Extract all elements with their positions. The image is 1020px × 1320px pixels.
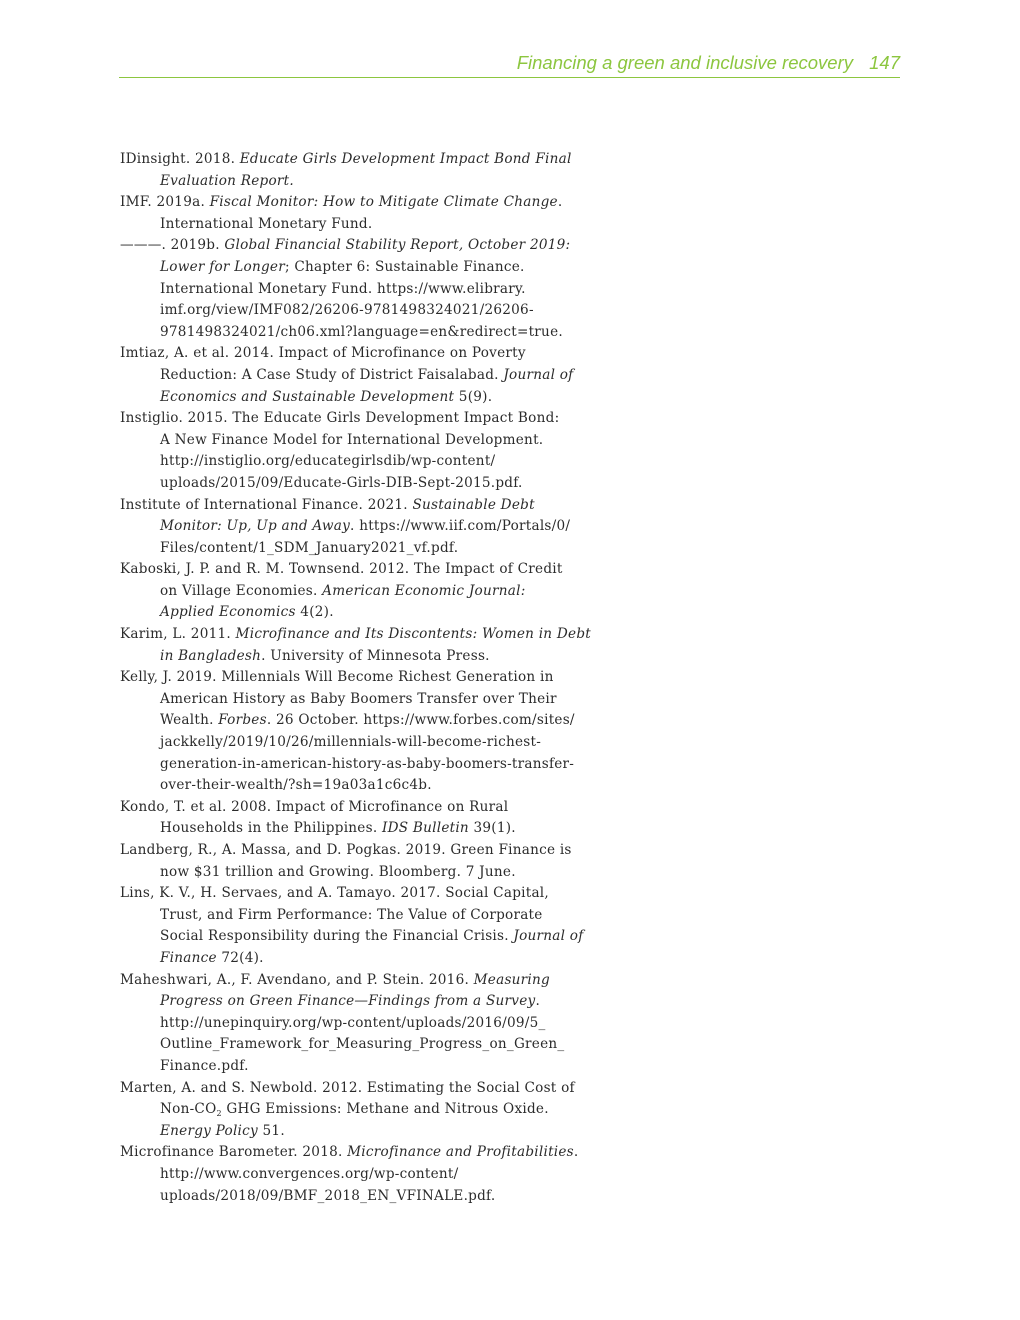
reference-text: Kelly, J. 2019. Millennials Will Become Richest Generation in (120, 669, 554, 686)
reference-entry (120, 797, 590, 840)
reference-text: 5(9). (454, 388, 493, 405)
reference-italic-text: Journal of (503, 366, 574, 383)
reference-entry (120, 1078, 590, 1143)
reference-text: IDinsight. 2018. (120, 151, 240, 167)
reference-italic-text: Educate Girls Development Impact Bond Final (239, 151, 572, 167)
running-title: Financing a green and inclusive recovery (516, 52, 853, 73)
reference-italic-text: Evaluation Report. (160, 172, 294, 189)
reference-text: ———. 2019b. (120, 237, 225, 254)
reference-entry (120, 192, 590, 235)
reference-text: Imtiaz, A. et al. 2014. Impact of Microfinance on Poverty (120, 345, 526, 362)
reference-italic-text: Lower for Longer (160, 258, 285, 275)
reference-text: http://unepinquiry.org/wp-content/uploads/2016/09/5_ (160, 1014, 546, 1031)
reference-italic-text: American Economic Journal: (322, 582, 526, 599)
reference-entry (120, 883, 590, 969)
reference-text: International Monetary Fund. (160, 215, 373, 232)
reference-text: http://instiglio.org/educategirlsdib/wp-content/ (160, 453, 496, 470)
reference-italic-text: Measuring (473, 971, 550, 988)
reference-italic-text: Economics and Sustainable Development (160, 388, 455, 405)
reference-text: International Monetary Fund. https://www.elibrary. (160, 280, 526, 297)
reference-text: IMF. 2019a. (120, 194, 210, 211)
reference-text: 9781498324021/ch06.xml?language=en&redirect=true. (160, 323, 563, 340)
reference-text: Institute of International Finance. 2021. (120, 496, 413, 513)
reference-text: on Village Economies. (160, 582, 323, 599)
reference-text: uploads/2018/09/BMF_2018_EN_VFINALE.pdf. (160, 1187, 496, 1204)
reference-entry (120, 840, 590, 883)
reference-italic-text: in Bangladesh (160, 647, 262, 664)
reference-text: . 26 October. https://www.forbes.com/sites/ (266, 712, 575, 729)
reference-text: Outline_Framework_for_Measuring_Progress_on_Green_ (160, 1036, 565, 1053)
reference-text: 72(4). (216, 949, 264, 966)
reference-text: Trust, and Firm Performance: The Value of Corporate (160, 906, 543, 923)
reference-text: ; Chapter 6: Sustainable Finance. (284, 258, 525, 275)
reference-text: . University of Minnesota Press. (261, 647, 490, 664)
reference-text: Social Responsibility during the Financial Crisis. (160, 928, 514, 945)
reference-entry (120, 408, 590, 494)
reference-italic-text: Fiscal Monitor: How to Mitigate Climate Change (209, 194, 558, 211)
reference-entry (120, 343, 590, 408)
reference-italic-text: Applied Economics (160, 604, 296, 621)
reference-text: 39(1). (468, 820, 516, 837)
reference-text: Reduction: A Case Study of District Faisalabad. (160, 366, 504, 383)
reference-entry (120, 624, 590, 667)
reference-text: uploads/2015/09/Educate-Girls-DIB-Sept-2015.pdf. (160, 474, 523, 491)
reference-italic-text: Finance (160, 949, 217, 966)
reference-text: http://www.convergences.org/wp-content/ (160, 1165, 459, 1182)
reference-text: Marten, A. and S. Newbold. 2012. Estimating the Social Cost of (120, 1079, 575, 1096)
reference-text: Kondo, T. et al. 2008. Impact of Microfinance on Rural (120, 798, 509, 815)
reference-text: . (535, 993, 541, 1010)
reference-italic-text: Monitor: Up, Up and Away (160, 518, 351, 535)
reference-text: Microfinance Barometer. 2018. (120, 1144, 348, 1161)
reference-italic-text: Sustainable Debt (412, 496, 535, 513)
reference-list (120, 149, 590, 1207)
page-number: 147 (869, 52, 900, 73)
reference-entry (120, 149, 590, 192)
reference-text: Landberg, R., A. Massa, and D. Pogkas. 2019. Green Finance is (120, 842, 572, 858)
reference-text: Wealth. (160, 712, 219, 729)
reference-italic-text: Global Financial Stability Report, October 2019: (224, 237, 571, 254)
reference-entry (120, 1142, 590, 1207)
reference-italic-text: IDS Bulletin (381, 820, 469, 837)
reference-italic-text: Microfinance and Its Discontents: Women in Debt (235, 626, 591, 643)
reference-text: Households in the Philippines. (160, 820, 382, 837)
reference-text: GHG Emissions: Methane and Nitrous Oxide. (221, 1101, 549, 1118)
reference-text: . (573, 1144, 579, 1161)
reference-text: Files/content/1_SDM_January2021_vf.pdf. (160, 539, 459, 556)
reference-entry (120, 235, 590, 343)
reference-text: American History as Baby Boomers Transfer over Their (160, 690, 557, 707)
reference-italic-text: Microfinance and Profitabilities (347, 1144, 574, 1161)
reference-text: imf.org/view/IMF082/26206-9781498324021/26206- (160, 302, 534, 319)
reference-text: Instiglio. 2015. The Educate Girls Development Impact Bond: (120, 410, 560, 427)
reference-text: now $31 trillion and Growing. Bloomberg. 7 June. (160, 863, 516, 880)
reference-italic-text: Forbes (218, 712, 267, 729)
reference-entry (120, 667, 590, 797)
reference-text: 51. (257, 1122, 285, 1139)
reference-text: A New Finance Model for International Development. (160, 431, 544, 448)
reference-italic-text: Progress on Green Finance—Findings from a Survey (160, 993, 536, 1010)
reference-text: over-their-wealth/?sh=19a03a1c6c4b. (160, 777, 432, 794)
reference-text: generation-in-american-history-as-baby-boomers-transfer- (160, 755, 575, 772)
running-header (119, 50, 900, 78)
reference-text: jackkelly/2019/10/26/millennials-will-become-richest- (160, 734, 542, 751)
reference-text: . (557, 194, 563, 211)
reference-entry (120, 559, 590, 624)
subscript: 2 (216, 1109, 222, 1119)
reference-text: . https://www.iif.com/Portals/0/ (350, 518, 571, 535)
reference-italic-text: Energy Policy (160, 1122, 258, 1139)
reference-text: Finance.pdf. (160, 1057, 249, 1074)
reference-text: Lins, K. V., H. Servaes, and A. Tamayo. 2017. Social Capital, (120, 885, 549, 902)
reference-text: 4(2). (295, 604, 334, 621)
reference-text: Karim, L. 2011. (120, 626, 236, 643)
reference-text: Kaboski, J. P. and R. M. Townsend. 2012. The Impact of Credit (120, 561, 563, 578)
reference-italic-text: Journal of (513, 928, 584, 945)
reference-text: Non-CO (160, 1101, 217, 1118)
reference-entry (120, 970, 590, 1078)
reference-text: Maheshwari, A., F. Avendano, and P. Stein. 2016. (120, 971, 474, 988)
reference-entry (120, 495, 590, 560)
